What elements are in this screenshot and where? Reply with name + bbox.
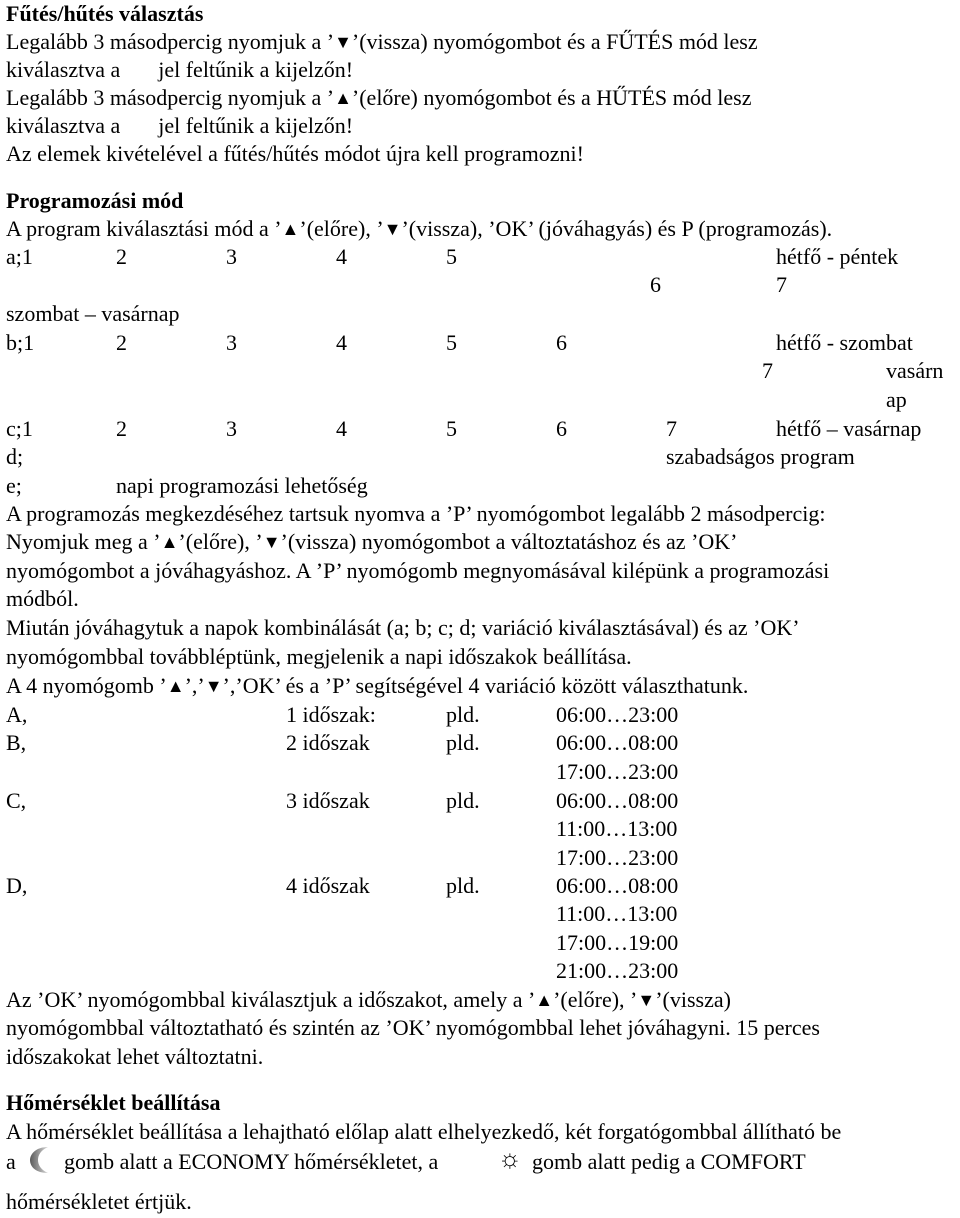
temp-line-2-c: gomb alatt pedig a COMFORT: [532, 1149, 806, 1174]
option-a-label: hétfő - péntek: [776, 244, 899, 269]
prog-para-4: módból.: [6, 586, 79, 611]
period-label: 1 időszak:: [286, 702, 376, 727]
option-b-key: b;1: [6, 330, 35, 355]
moon-icon: [28, 1145, 54, 1175]
down-triangle-icon: ▼: [383, 219, 402, 239]
option-b-num: 7: [762, 358, 773, 383]
option-c-num: 6: [556, 416, 567, 441]
text: Az ’OK’ nyomógombbal kiválasztjuk a időszakot, amely a ’: [6, 987, 536, 1012]
option-c-num: 4: [336, 416, 347, 441]
text: ’,’OK’ és a ’P’ segítségével 4 variáció között választhatunk.: [222, 673, 749, 698]
option-a-num: 6: [650, 272, 661, 297]
after-line-2: nyomógombbal változtatható és szintén az ’OK’ nyomógombbal lehet jóváhagyni. 15 perces: [6, 1015, 820, 1040]
option-b-num: 4: [336, 330, 347, 355]
option-c-num: 5: [446, 416, 457, 441]
option-a-num: 2: [116, 244, 127, 269]
temp-line-2-a: a: [6, 1149, 16, 1174]
down-triangle-icon: ▼: [334, 32, 352, 52]
option-c-num: 2: [116, 416, 127, 441]
prog-para-3: nyomógombot a jóváhagyáshoz. A ’P’ nyomógomb megnyomásával kilépünk a programozási: [6, 558, 830, 583]
period-example: pld.: [446, 873, 480, 898]
option-a-num: 3: [226, 244, 237, 269]
period-key: C,: [6, 788, 27, 813]
period-time: 06:00…08:00: [556, 788, 679, 813]
heat-line-4: [6, 112, 353, 140]
up-triangle-icon: ▲: [535, 990, 554, 1010]
text: ’(előre) nyomógombot és a HŰTÉS mód lesz: [351, 85, 752, 110]
option-d-label: szabadságos program: [666, 444, 855, 469]
down-triangle-icon: ▼: [262, 532, 281, 552]
heat-line-1: [6, 28, 758, 56]
temp-line-1: A hőmérséklet beállítása a lehajtható előlap alatt elhelyezkedő, két forgatógombbal állítható be: [6, 1119, 842, 1144]
period-time: 17:00…23:00: [556, 759, 679, 784]
option-b-num: 5: [446, 330, 457, 355]
text: ’(vissza) nyomógombot és a FŰTÉS mód lesz: [351, 29, 758, 54]
option-c-num: 7: [666, 416, 677, 441]
option-b-num: 3: [226, 330, 237, 355]
option-b-label-2b: ap: [886, 387, 907, 412]
text: ’(előre), ’: [553, 987, 638, 1012]
option-d-key: d;: [6, 444, 24, 469]
period-time: 06:00…08:00: [556, 730, 679, 755]
option-e-label: napi programozási lehetőség: [116, 473, 368, 498]
up-triangle-icon: ▲: [160, 532, 179, 552]
prog-para-2: [6, 528, 738, 556]
text: Legalább 3 másodpercig nyomjuk a ’: [6, 29, 335, 54]
up-triangle-icon: ▲: [334, 88, 352, 108]
prog-line-1: [6, 215, 832, 243]
text: ’(előre), ’: [299, 216, 384, 241]
heat-cool-title: Fűtés/hűtés választás: [6, 1, 204, 26]
text: Nyomjuk meg a ’: [6, 529, 161, 554]
period-time: 17:00…23:00: [556, 845, 679, 870]
up-triangle-icon: ▲: [281, 219, 300, 239]
text: Legalább 3 másodpercig nyomjuk a ’: [6, 85, 335, 110]
option-b-num: 2: [116, 330, 127, 355]
prog-para-1: A programozás megkezdéséhez tartsuk nyomva a ’P’ nyomógombot legalább 2 másodpercig:: [6, 501, 826, 526]
heat-line-2: [6, 56, 353, 84]
temp-line-3: hőmérsékletet értjük.: [6, 1189, 192, 1214]
period-label: 4 időszak: [286, 873, 370, 898]
period-time: 11:00…13:00: [556, 816, 678, 841]
period-time: 21:00…23:00: [556, 958, 679, 983]
option-b-label: hétfő - szombat: [776, 330, 913, 355]
temp-line-2-b: gomb alatt a ECONOMY hőmérsékletet, a: [64, 1149, 439, 1174]
period-label: 2 időszak: [286, 730, 370, 755]
period-time: 06:00…08:00: [556, 873, 679, 898]
prog-para-5: Miután jóváhagytuk a napok kombinálását (a; b; c; d; variáció kiválasztásával) és az ’OK’: [6, 615, 800, 640]
option-a-label-2: szombat – vasárnap: [6, 301, 180, 326]
period-time: 11:00…13:00: [556, 901, 678, 926]
text: jel feltűnik a kijelzőn!: [158, 113, 354, 138]
option-c-num: 3: [226, 416, 237, 441]
option-b-label-2a: vasárn: [886, 358, 944, 383]
option-c-key: c;1: [6, 416, 33, 441]
period-example: pld.: [446, 702, 480, 727]
option-a-num: 5: [446, 244, 457, 269]
prog-para-7: [6, 672, 748, 700]
text: A 4 nyomógomb ’: [6, 673, 167, 698]
heat-line-3: [6, 84, 751, 112]
period-label: 3 időszak: [286, 788, 370, 813]
text: ’(előre), ’: [178, 529, 263, 554]
period-example: pld.: [446, 788, 480, 813]
option-b-num: 6: [556, 330, 567, 355]
period-time: 17:00…19:00: [556, 930, 679, 955]
text: ’,’: [184, 673, 205, 698]
text: ’(vissza): [655, 987, 731, 1012]
period-key: A,: [6, 702, 28, 727]
down-triangle-icon: ▼: [637, 990, 656, 1010]
text: kiválasztva a: [6, 113, 121, 138]
text: A program kiválasztási mód a ’: [6, 216, 282, 241]
text: ’(vissza), ’OK’ (jóváhagyás) és P (programozás).: [401, 216, 833, 241]
option-c-label: hétfő – vasárnap: [776, 416, 922, 441]
down-triangle-icon: ▼: [204, 676, 223, 696]
option-a-num: 4: [336, 244, 347, 269]
after-line-1: [6, 986, 731, 1014]
period-example: pld.: [446, 730, 480, 755]
text: ’(vissza) nyomógombot a változtatáshoz és az ’OK’: [280, 529, 738, 554]
text: kiválasztva a: [6, 57, 121, 82]
after-line-3: időszakokat lehet változtatni.: [6, 1044, 264, 1069]
period-key: D,: [6, 873, 28, 898]
period-time: 06:00…23:00: [556, 702, 679, 727]
text: jel feltűnik a kijelzőn!: [158, 57, 354, 82]
up-triangle-icon: ▲: [166, 676, 185, 696]
option-e-key: e;: [6, 473, 22, 498]
sun-icon: ☼: [498, 1144, 522, 1173]
heat-line-5: Az elemek kivételével a fűtés/hűtés módot újra kell programozni!: [6, 141, 584, 166]
period-key: B,: [6, 730, 27, 755]
programming-title: Programozási mód: [6, 188, 184, 213]
prog-para-6: nyomógombbal továbbléptünk, megjelenik a napi időszakok beállítása.: [6, 644, 632, 669]
option-a-num: 7: [776, 272, 787, 297]
temperature-title: Hőmérséklet beállítása: [6, 1090, 221, 1115]
option-a-key: a;1: [6, 244, 33, 269]
